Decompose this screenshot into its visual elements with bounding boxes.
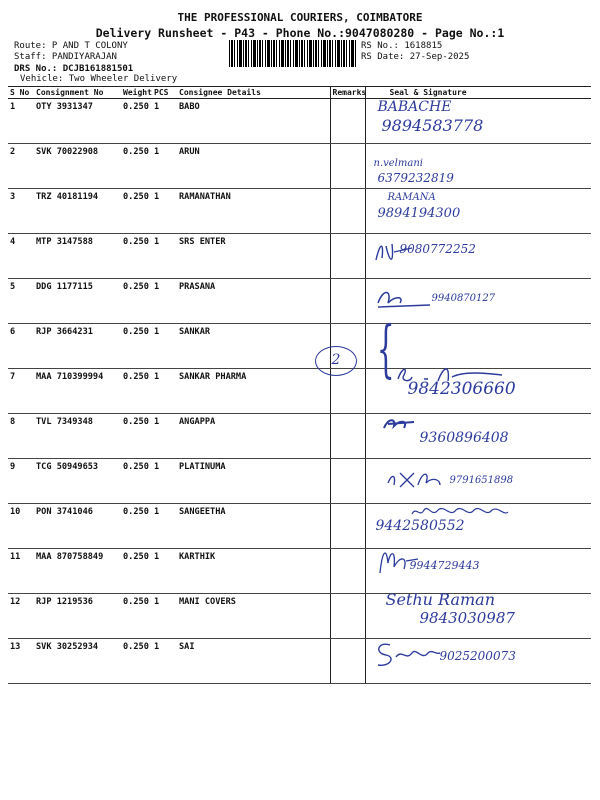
signature-cell	[365, 234, 591, 279]
weight-cell: 0.250	[121, 369, 152, 414]
remarks-cell	[330, 99, 365, 144]
consignment-cell: DDG 1177115	[34, 279, 121, 324]
table-row	[8, 324, 591, 369]
col-consignee: Consignee Details	[177, 87, 330, 99]
route-label: Route: P AND T COLONY	[14, 41, 128, 51]
consignment-cell: OTY 3931347	[34, 99, 121, 144]
signature-cell	[365, 279, 591, 324]
pcs-cell: 1	[152, 594, 177, 639]
signature-cell	[365, 459, 591, 504]
remarks-cell	[330, 504, 365, 549]
consignee-cell: SANKAR PHARMA	[177, 369, 330, 414]
pcs-cell: 1	[152, 144, 177, 189]
sno-cell: 2	[8, 144, 34, 189]
consignment-cell: MAA 870758849	[34, 549, 121, 594]
signature-name: RAMANA	[387, 192, 436, 203]
col-consignment: Consignment No	[34, 87, 121, 99]
sno-cell: 10	[8, 504, 34, 549]
sno-cell: 11	[8, 549, 34, 594]
weight-cell: 0.250	[121, 99, 152, 144]
signature-cell	[365, 504, 591, 549]
signature-name: BABACHE	[377, 99, 452, 115]
runsheet-subtitle: Delivery Runsheet - P43 - Phone No.:9047080280 - Page No.:1	[95, 26, 505, 40]
sno-cell: 8	[8, 414, 34, 459]
signature-cell	[365, 590, 591, 639]
signature-phone: 9944729443	[409, 559, 480, 572]
signature-scribble-icon	[384, 467, 444, 489]
remarks-cell	[330, 189, 365, 234]
table-row	[8, 549, 591, 594]
signature-cell	[365, 369, 591, 414]
weight-cell: 0.250	[121, 639, 152, 684]
company-title: THE PROFESSIONAL COURIERS, COIMBATORE	[177, 11, 423, 24]
weight-cell: 0.250	[121, 459, 152, 504]
signature-cell	[365, 639, 591, 684]
weight-cell: 0.250	[121, 504, 152, 549]
margin-note: 2	[315, 346, 357, 376]
weight-cell: 0.250	[121, 189, 152, 234]
table-row	[8, 369, 591, 414]
consignment-cell: MAA 710399994	[34, 369, 121, 414]
signature-phone: 9442580552	[375, 518, 465, 534]
pcs-cell: 1	[152, 369, 177, 414]
signature-scribble-icon	[382, 416, 418, 434]
signature-name: Sethu Raman	[385, 590, 496, 609]
pcs-cell: 1	[152, 189, 177, 234]
sno-cell: 1	[8, 99, 34, 144]
consignment-cell: TVL 7349348	[34, 414, 121, 459]
consignee-cell: RAMANATHAN	[177, 189, 330, 234]
table-row	[8, 414, 591, 459]
pcs-cell: 1	[152, 324, 177, 369]
weight-cell: 0.250	[121, 279, 152, 324]
sno-cell: 12	[8, 594, 34, 639]
pcs-cell: 1	[152, 549, 177, 594]
consignment-cell: RJP 3664231	[34, 324, 121, 369]
weight-cell: 0.250	[121, 414, 152, 459]
signature-phone: 9080772252	[399, 242, 476, 256]
consignee-cell: PLATINUMA	[177, 459, 330, 504]
consignee-cell: PRASANA	[177, 279, 330, 324]
remarks-cell	[330, 594, 365, 639]
table-row	[8, 504, 591, 549]
table-row	[8, 234, 591, 279]
remarks-cell	[330, 234, 365, 279]
consignee-cell: SANGEETHA	[177, 504, 330, 549]
table-row	[8, 459, 591, 504]
weight-cell: 0.250	[121, 594, 152, 639]
signature-cell	[365, 549, 591, 594]
pcs-cell: 1	[152, 279, 177, 324]
signature-phone: 9843030987	[419, 609, 515, 627]
col-sno: S No	[8, 87, 34, 99]
consignee-cell: MANI COVERS	[177, 594, 330, 639]
signature-phone: 9940870127	[431, 293, 496, 304]
pcs-cell: 1	[152, 234, 177, 279]
col-signature: Seal & Signature	[365, 87, 591, 99]
signature-phone: 9791651898	[449, 475, 514, 486]
sno-cell: 7	[8, 369, 34, 414]
pcs-cell: 1	[152, 459, 177, 504]
pcs-cell: 1	[152, 639, 177, 684]
staff-label: Staff: PANDIYARAJAN	[14, 52, 117, 62]
consignment-cell: TCG 50949653	[34, 459, 121, 504]
col-remarks: Remarks	[330, 87, 365, 99]
remarks-cell	[330, 144, 365, 189]
consignment-cell: MTP 3147588	[34, 234, 121, 279]
barcode-icon	[229, 40, 356, 67]
sno-cell: 9	[8, 459, 34, 504]
signature-cell	[365, 324, 591, 369]
weight-cell: 0.250	[121, 549, 152, 594]
signature-scribble-icon	[374, 285, 432, 311]
brace-mark: {	[376, 312, 395, 385]
signature-phone: 9360896408	[419, 430, 509, 446]
remarks-cell	[330, 639, 365, 684]
signature-phone: 6379232819	[377, 171, 454, 185]
weight-cell: 0.250	[121, 144, 152, 189]
table-row	[8, 594, 591, 639]
runsheet-table	[8, 86, 591, 684]
consignment-cell: PON 3741046	[34, 504, 121, 549]
signature-name: n.velmani	[373, 158, 423, 169]
signature-cell	[365, 189, 591, 234]
consignee-cell: SRS ENTER	[177, 234, 330, 279]
table-row	[8, 99, 591, 144]
sno-cell: 5	[8, 279, 34, 324]
signature-phone: 9894194300	[377, 206, 461, 221]
rs-number: RS No.: 1618815	[361, 41, 443, 51]
remarks-cell	[330, 414, 365, 459]
remarks-cell	[330, 279, 365, 324]
drs-label: DRS No.: DCJB161881501	[14, 64, 134, 74]
table-row	[8, 189, 591, 234]
rs-date: RS Date: 27-Sep-2025	[361, 52, 470, 62]
sno-cell: 6	[8, 324, 34, 369]
weight-cell: 0.250	[121, 324, 152, 369]
consignee-cell: BABO	[177, 99, 330, 144]
consignee-cell: ARUN	[177, 144, 330, 189]
pcs-cell: 1	[152, 99, 177, 144]
signature-cell	[365, 144, 591, 189]
sno-cell: 13	[8, 639, 34, 684]
signature-cell	[365, 99, 591, 144]
pcs-cell: 1	[152, 414, 177, 459]
consignment-cell: SVK 30252934	[34, 639, 121, 684]
signature-phone: 9025200073	[439, 649, 516, 663]
col-weight: Weight	[123, 88, 152, 97]
consignee-cell: ANGAPPA	[177, 414, 330, 459]
table-header-row	[8, 87, 591, 99]
vehicle-label: Vehicle: Two Wheeler Delivery	[20, 74, 178, 84]
consignment-cell: TRZ 40181194	[34, 189, 121, 234]
table-row	[8, 639, 591, 684]
consignee-cell: SANKAR	[177, 324, 330, 369]
consignee-cell: KARTHIK	[177, 549, 330, 594]
signature-cell	[365, 414, 591, 459]
consignee-cell: SAI	[177, 639, 330, 684]
sno-cell: 3	[8, 189, 34, 234]
remarks-cell	[330, 549, 365, 594]
signature-scribble-icon	[372, 639, 442, 669]
consignment-cell: SVK 70022908	[34, 144, 121, 189]
signature-phone: 9842306660	[407, 379, 516, 399]
table-row	[8, 144, 591, 189]
col-pcs: PCS	[152, 87, 177, 99]
sno-cell: 4	[8, 234, 34, 279]
consignment-cell: RJP 1219536	[34, 594, 121, 639]
remarks-cell	[330, 459, 365, 504]
weight-cell: 0.250	[121, 234, 152, 279]
signature-phone: 9894583778	[381, 116, 484, 135]
table-row	[8, 279, 591, 324]
pcs-cell: 1	[152, 504, 177, 549]
